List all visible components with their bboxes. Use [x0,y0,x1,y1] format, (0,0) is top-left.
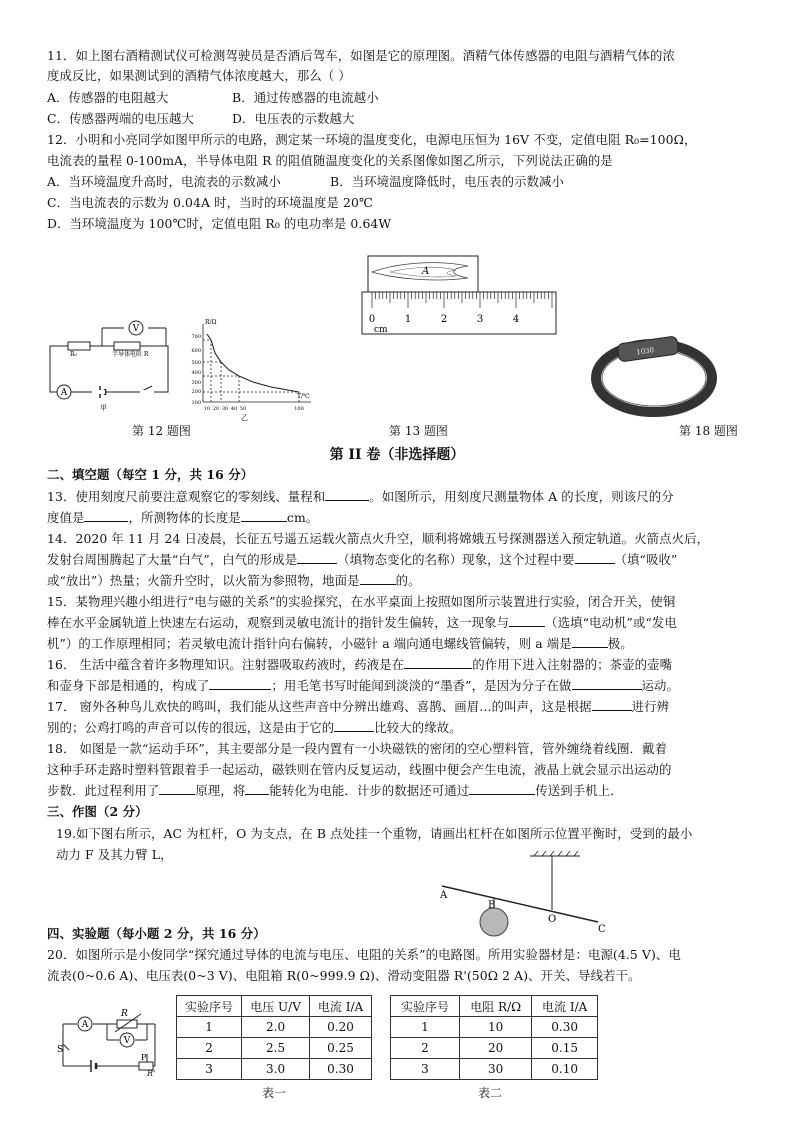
q12-line2: 电流表的量程 0-100mA，半导体电阻 R 的阻值随温度变化的关系图像如图乙所示，下列说法正确的是 [47,153,613,168]
table-row [177,1017,372,1038]
table-header-row [391,996,598,1017]
answer-blank[interactable] [297,551,337,564]
fig13-tick-1: 1 [404,314,412,325]
table-row [391,1059,598,1080]
q15-line1: 15．某物理兴趣小组进行“电与磁的关系”的实验探究，在水平桌面上按照如图所示装置进行实验，闭合开关，使铜 [47,594,676,609]
fig13-unit: cm [374,325,388,335]
fig20-ammeter-label: A [81,1020,89,1030]
q16-line1: 16． 生活中蕴含着许多物理知识。注射器吸取药液时，药液是在 的作用下进入注射器的；茶壶的壶嘴 [47,657,673,672]
lever-label-c: C [598,924,606,935]
fig20-rp-label: R' [147,1069,156,1076]
q12-line1: 12．小明和小亮同学如图甲所示的电路，测定某一环境的温度变化，电源电压恒为 16V 不变，定值电阻 R₀=100Ω， [47,132,697,147]
table-row [177,1038,372,1059]
fig18-caption: 第 18 题图 [679,424,738,438]
answer-blank[interactable] [209,677,271,690]
fig13-tick-4: 4 [512,314,520,325]
table-cell: 0.10 [532,1059,598,1080]
q11-option-a: A．传感器的电阻越大 [47,90,169,105]
q15-line3: 机”）的工作原理相同；若灵敏电流计指针向右偏转，小磁针 a 端向通电螺线管偏转，则 a 端是 极。 [47,636,633,651]
q18-line2: 这种手环走路时塑料管跟着手一起运动，磁铁则在管内反复运动，线圈中便会产生电流，液晶上就会显示出运动的 [47,762,672,777]
fig12-voltmeter-label: V [132,324,140,334]
fig12-x-tick: 20 [212,406,220,412]
fig13-tick-0: 0 [368,314,376,325]
table-cell: 0.30 [532,1017,598,1038]
fig12-x-tick: 40 [230,406,238,412]
q14-line1: 14．2020 年 11 月 24 日凌晨，长征五号遥五运载火箭点火升空，顺利将嫦娥五号探测器送入预定轨道。火箭点火后， [47,531,710,546]
fig20-switch-label: S [57,1045,64,1055]
table-cell: 0.30 [310,1059,372,1080]
table-row [391,1017,598,1038]
fig12-y-tick: 700 [191,334,201,340]
answer-blank[interactable] [325,488,369,501]
answer-blank[interactable] [572,677,642,690]
q17-line1: 17． 窗外各种鸟儿欢快的鸣叫，我们能从这些声音中分辨出雄鸡、喜鹊、画眉…的叫声，这是根据 进行辨 [47,699,670,714]
table-cell: 10 [459,1017,531,1038]
q11-line2: 度成反比，如果测试到的酒精气体浓度越大，那么（ ） [47,68,351,83]
fig20-p-label: P [141,1053,147,1062]
table-cell: 2.5 [242,1038,310,1059]
fig12-y-tick: 200 [191,389,201,395]
fig13-ruler [360,252,560,336]
q12-option-d: D．当环境温度为 100℃时，定值电阻 R₀ 的电功率是 0.64W [47,216,392,231]
fig12-y-tick: 500 [191,360,201,366]
table-cell: 1 [391,1017,460,1038]
q12-option-c: C．当电流表的示数为 0.04A 时，当时的环境温度是 20℃ [47,195,373,210]
table1-caption: 表一 [262,1086,287,1100]
fig12-x-tick: 50 [239,406,247,412]
answer-blank[interactable] [245,782,269,795]
fig20-r-label: R [121,1009,128,1019]
answer-blank[interactable] [241,509,287,522]
lever-label-a: A [440,890,448,901]
q19-line2: 动力 F 及其力臂 L， [56,847,173,862]
q13-line1: 13．使用刻度尺前要注意观察它的零刻线、量程和 。如图所示，用刻度尺测量物体 A 的长度，则该尺的分 [47,489,674,504]
q15-line2: 棒在水平金属轨道上快速左右运动，观察到灵敏电流计的指针发生偏转，这一现象与 （选填“电动机”或“发电 [47,615,677,630]
fig18-band-image [588,330,718,425]
answer-blank[interactable] [572,635,608,648]
answer-blank[interactable] [575,551,615,564]
table-cell: 30 [459,1059,531,1080]
fig12-x-tick: 30 [221,406,229,412]
q19-line1: 19.如下图右所示，AC 为杠杆，O 为支点，在 B 点处挂一个重物，请画出杠杆在如图所示位置平衡时，受到的最小 [56,826,693,841]
table2-caption: 表二 [478,1086,503,1100]
q11-option-d: D．电压表的示数越大 [232,111,355,126]
q16-line2: 和壶身下部是相通的，构成了 ；用毛笔书写时能闻到淡淡的“墨香”，是因为分子在做 运动。 [47,678,680,693]
table-cell: 0.15 [532,1038,598,1059]
fig12-circuit [48,318,178,413]
table-cell: 0.25 [310,1038,372,1059]
q12-option-a: A．当环境温度升高时，电流表的示数减小 [47,174,281,189]
q11-option-c: C．传感器两端的电压越大 [47,111,194,126]
exp-heading: 四、实验题（每小题 2 分，共 16 分） [47,926,266,941]
fig13-tick-3: 3 [476,314,484,325]
answer-blank[interactable] [509,614,545,627]
fig12-y-tick: 100 [191,400,201,406]
fig18-screen-text: 1030 [635,346,655,357]
fig20-voltmeter-label: V [123,1036,131,1046]
table-row [177,1059,372,1080]
q18-line1: 18． 如图是一款“运动手环”，其主要部分是一段内置有一小块磁铁的密闭的空心塑料管，管外缠绕着线圈．戴着 [47,741,667,756]
answer-blank[interactable] [84,509,128,522]
table-resistance-current [390,995,598,1080]
lever-label-b: B [488,900,496,911]
q20-line2: 流表(0~0.6 A)、电压表(0~3 V)、电阻箱 R(0~999.9 Ω)、滑动变阻器 R'(50Ω 2 A)、开关、导线若干。 [47,968,641,983]
answer-blank[interactable] [159,782,195,795]
table-row [391,1038,598,1059]
table-cell: 3 [177,1059,242,1080]
q11-option-b: B．通过传感器的电流越小 [232,90,379,105]
fig12-graph [175,318,325,423]
q13-line2: 度值是 ，所测物体的长度是 cm。 [47,510,319,525]
fig12-y-tick: 300 [191,380,201,386]
fig12-x-tick: 10 [203,406,211,412]
fig12-semi-label: 半导体电阻 R [112,351,149,358]
answer-blank[interactable] [469,782,535,795]
table-cell: 0.20 [310,1017,372,1038]
table-cell: 2.0 [242,1017,310,1038]
table-cell: 20 [459,1038,531,1059]
fig19-lever[interactable] [430,850,620,942]
lever-label-o: O [548,914,557,925]
fig12-yi-label: 乙 [241,414,248,422]
fig13-tick-2: 2 [440,314,448,325]
table-header-cell: 电阻 R/Ω [459,996,531,1017]
draw-heading: 三、作图（2 分） [47,804,148,819]
q12-option-b: B．当环境温度降低时，电压表的示数减小 [330,174,565,189]
table-voltage-current [176,995,372,1080]
table-header-cell: 实验序号 [177,996,242,1017]
table-cell: 2 [177,1038,242,1059]
table-header-cell: 电流 I/A [532,996,598,1017]
fig13-caption: 第 13 题图 [389,424,448,438]
q17-line2: 别的；公鸡打鸣的声音可以传的很远，这是由于它的 比较大的缘故。 [47,720,462,735]
fig12-jia-label: 甲 [100,404,107,412]
answer-blank[interactable] [334,719,374,732]
q11-line1: 11．如上图右酒精测试仪可检测驾驶员是否酒后驾车，如图是它的原理图。酒精气体传感器的电阻与酒精气体的浓 [47,48,676,63]
section2-title: 第 II 卷（非选择题） [329,447,465,463]
q14-line3: 或“放出”）热量；火箭升空时，以火箭为参照物，地面是 的。 [47,573,421,588]
table-header-cell: 实验序号 [391,996,460,1017]
fig12-y-axis-label: R/Ω [205,319,217,326]
answer-blank[interactable] [360,572,396,585]
fig12-y-tick: 600 [191,348,201,354]
table-cell: 1 [177,1017,242,1038]
table-cell: 2 [391,1038,460,1059]
fig12-x-axis-label: T/℃ [297,393,310,400]
fig12-ammeter-label: A [60,388,68,398]
answer-blank[interactable] [404,656,472,669]
table-cell: 3 [391,1059,460,1080]
q18-line3: 步数．此过程利用了 原理，将 能转化为电能．计步的数据还可通过 传送到手机上． [47,783,623,798]
table-header-cell: 电流 I/A [310,996,372,1017]
fig12-x-tick: 100 [294,406,304,412]
table-header-cell: 电压 U/V [242,996,310,1017]
fig12-r0-label: R₀ [70,351,77,358]
fill-heading: 二、填空题（每空 1 分，共 16 分） [47,467,254,482]
q20-line1: 20．如图所示是小俊同学“探究通过导体的电流与电压、电阻的关系”的电路图。所用实验器材是：电源(4.5 V)、电 [47,947,681,962]
fig13-object-label: A [422,266,430,277]
table-cell: 3.0 [242,1059,310,1080]
q14-line2: 发射台周围腾起了大量“白气”，白气的形成是 （填物态变化的名称）现象，这个过程中要 （填“吸收” [47,552,678,567]
fig12-y-tick: 400 [191,370,201,376]
fig20-circuit [55,1004,175,1076]
answer-blank[interactable] [592,698,632,711]
table-header-row [177,996,372,1017]
fig12-caption: 第 12 题图 [132,424,191,438]
